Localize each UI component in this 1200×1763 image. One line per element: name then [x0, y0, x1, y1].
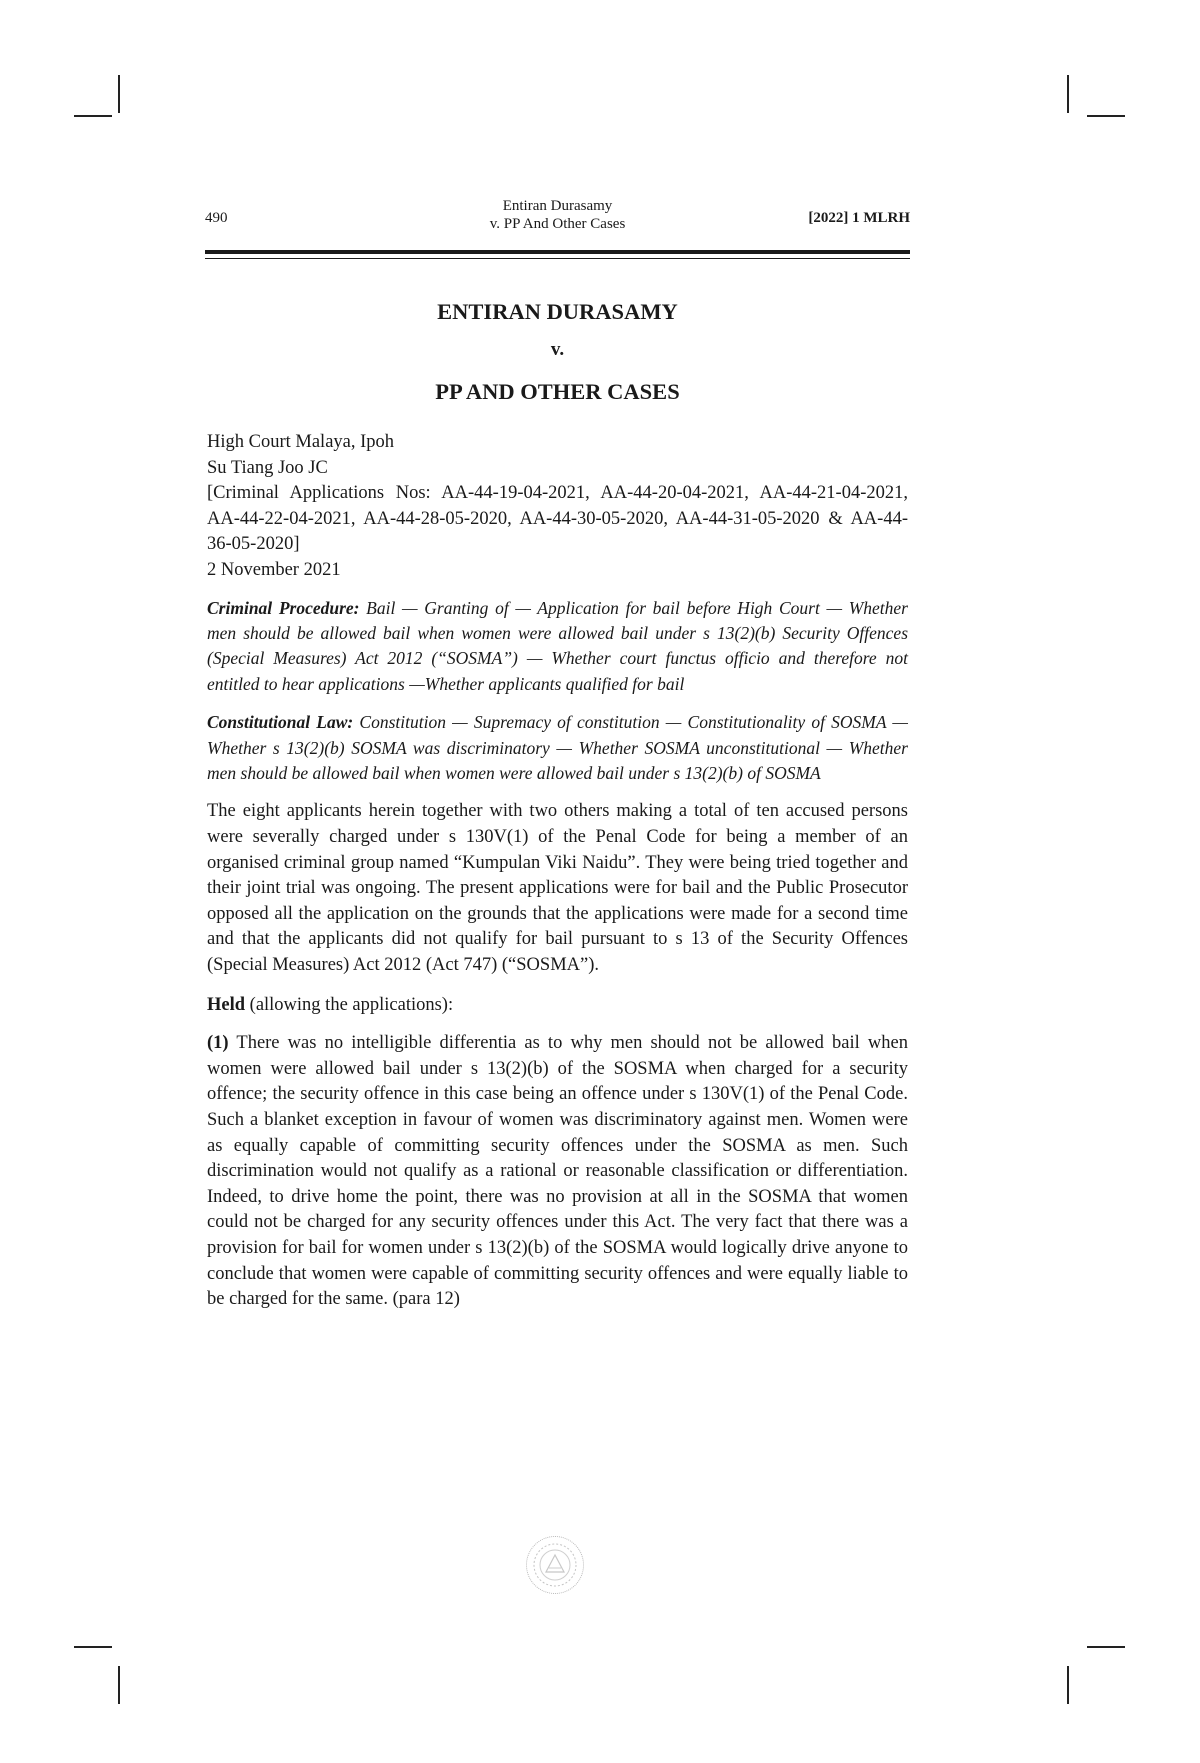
catchword-head: Criminal Procedure:: [207, 597, 360, 618]
catchword-head: Constitutional Law:: [207, 712, 354, 733]
running-title-line1: Entiran Durasamy: [502, 198, 613, 214]
holding-text: There was no intelligible differentia as to why men should not be allowed bail when women were allowed bail under s 13(2)(b) of the SOSMA when charged for a security offence; the security offence in this case being an offence under s 130V(1) of the Penal Code. Such a blanket exception in favour of women was discriminatory against men. Women were as equally capable of committing security offences under the SOSMA as men. Such discrimination would not qualify as a rational or reasonable classification or differentiation. Indeed, to drive home the point, there was no provision at all in the SOSMA that women could not be charged for any security offences under this Act. The very fact that there was a provision for bail for women under s 13(2)(b) of the SOSMA would logically drive anyone to conclude that women were capable of committing security offences and were equally liable to be charged for the same. (para 12): [207, 1033, 908, 1310]
held-text: (allowing the applications):: [245, 994, 454, 1015]
crop-mark: [74, 115, 112, 117]
catchword-text: Constitution — Supremacy of constitution — Constitutionality of SOSMA — Whether s 13(2)(b) SOSMA was discriminatory — Whether SOSMA unconstitutional — Whether men should be allowed bail when women were allowed bail under s 13(2)(b) of SOSMA: [207, 712, 908, 783]
header-rule: [205, 250, 910, 254]
crop-mark: [118, 1666, 120, 1704]
case-title-party2: PP AND OTHER CASES: [435, 379, 680, 404]
catchword-text: Bail — Granting of — Application for bail before High Court — Whether men should be allowed bail when women were allowed bail under s 13(2)(b) Security Offences (Special Measures) Act 2012 (“SOSMA”) — Whether court functus officio and therefore not entitled to hear applications —Whether applicants qualified for bail: [207, 597, 908, 694]
facts-paragraph: The eight applicants herein together with two others making a total of ten accused persons were severally charged under s 130V(1) of the Penal Code for being a member of an organised criminal group named “Kumpulan Viki Naidu”. They were being tried together and their joint trial was ongoing. The present applications were for bail and the Public Prosecutor opposed all the application on the grounds that the applications were made for a second time and that the applicants did not qualify for bail pursuant to s 13 of the Security Offences (Special Measures) Act 2012 (Act 747) (“SOSMA”).: [207, 801, 908, 975]
holding-paragraph: [207, 1031, 908, 1313]
catchwords-criminal-procedure: [207, 596, 908, 698]
seal-logo-icon: [526, 1536, 584, 1594]
court-name: High Court Malaya, Ipoh: [207, 432, 395, 452]
case-title-versus: v.: [550, 339, 565, 360]
header-rule: [205, 258, 910, 259]
held-label: Held: [207, 994, 246, 1015]
crop-mark: [1087, 115, 1125, 117]
crop-mark: [74, 1646, 112, 1648]
holding-number: (1): [207, 1033, 229, 1054]
page-number: 490: [205, 210, 228, 226]
application-numbers: [Criminal Applications Nos: AA-44-19-04-2021, AA-44-20-04-2021, AA-44-21-04-2021, AA-44-22-04-2021, AA-44-28-05-2020, AA-44-30-05-2020, AA-44-31-05-2020 & AA-44-36-05-2020]: [207, 483, 908, 555]
running-header: [205, 197, 910, 239]
citation: [2022] 1 MLRH: [808, 210, 910, 226]
crop-mark: [1067, 1666, 1069, 1704]
crop-mark: [1087, 1646, 1125, 1648]
running-title-line2: v. PP And Other Cases: [489, 216, 626, 232]
crop-mark: [118, 75, 120, 113]
crop-mark: [1067, 75, 1069, 113]
running-title: [205, 197, 910, 233]
catchwords-constitutional-law: [207, 710, 908, 786]
case-title-party1: ENTIRAN DURASAMY: [437, 299, 678, 324]
judgment-summary: [207, 298, 908, 1313]
held-line: [207, 993, 908, 1019]
judgment-date: 2 November 2021: [207, 559, 341, 580]
case-metadata: [207, 430, 908, 584]
judge-name: Su Tiang Joo JC: [207, 457, 328, 478]
